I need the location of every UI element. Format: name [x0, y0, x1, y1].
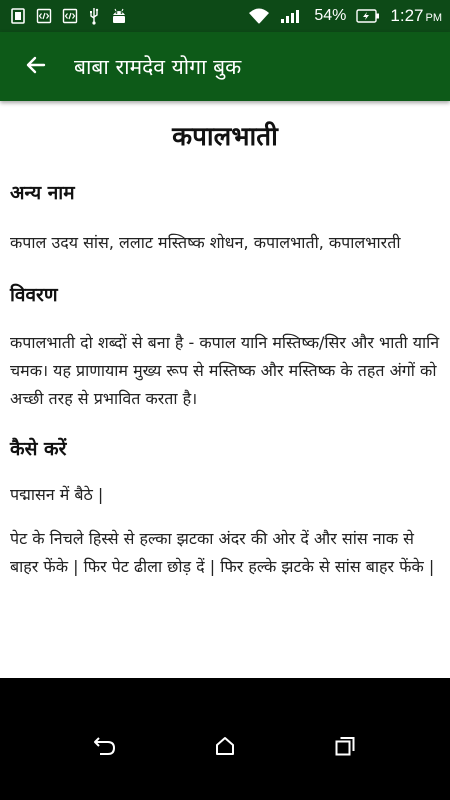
android-icon — [110, 7, 128, 25]
home-icon — [214, 735, 236, 761]
section-paragraph: कपाल उदय सांस, ललाट मस्तिष्क शोधन, कपालभाती, कपालभारती — [10, 233, 401, 252]
article-content[interactable] — [0, 101, 450, 678]
sim-card-icon — [10, 8, 26, 24]
app-title: बाबा रामदेव योगा बुक — [74, 54, 242, 79]
code-file-icon — [62, 8, 78, 24]
battery-charging-icon — [356, 9, 380, 23]
status-bar — [0, 0, 450, 32]
app-bar — [0, 32, 450, 101]
signal-icon — [280, 8, 304, 24]
battery-percent: 54% — [314, 7, 347, 24]
clock: 1:27 PM — [390, 6, 442, 25]
nav-recents-button[interactable] — [325, 733, 365, 763]
arrow-back-icon — [24, 53, 48, 81]
section-heading-description: विवरण — [10, 284, 58, 306]
usb-icon — [88, 7, 100, 25]
system-icons — [248, 6, 442, 26]
nav-home-button[interactable] — [205, 733, 245, 763]
section-heading-other-names: अन्य नाम — [10, 182, 75, 204]
section-paragraph: पद्मासन में बैठे | — [10, 485, 104, 504]
notification-icons — [10, 7, 128, 25]
navigation-bar — [0, 678, 450, 800]
back-button[interactable] — [0, 32, 72, 101]
wifi-icon — [248, 7, 270, 25]
recents-icon — [334, 735, 356, 761]
section-heading-how-to: कैसे करें — [10, 438, 67, 460]
section-paragraph: पेट के निचले हिस्से से हल्का झटका अंदर की ओर दें और सांस नाक से बाहर फेंके | फिर पेट ढीला छोड़ दें | फिर हल्के झटके से सांस बाहर फेंके | — [10, 529, 435, 576]
nav-back-button[interactable] — [85, 733, 125, 763]
article-title: कपालभाती — [172, 122, 278, 152]
code-file-icon — [36, 8, 52, 24]
back-icon — [93, 735, 117, 761]
section-paragraph: कपालभाती दो शब्दों से बना है - कपाल यानि मस्तिष्क/सिर और भाती यानि चमक। यह प्राणायाम मुख्य रूप से मस्तिष्क और मस्तिष्क के तहत अंगों को अच्छी तरह से प्रभावित करता है। — [10, 333, 440, 408]
